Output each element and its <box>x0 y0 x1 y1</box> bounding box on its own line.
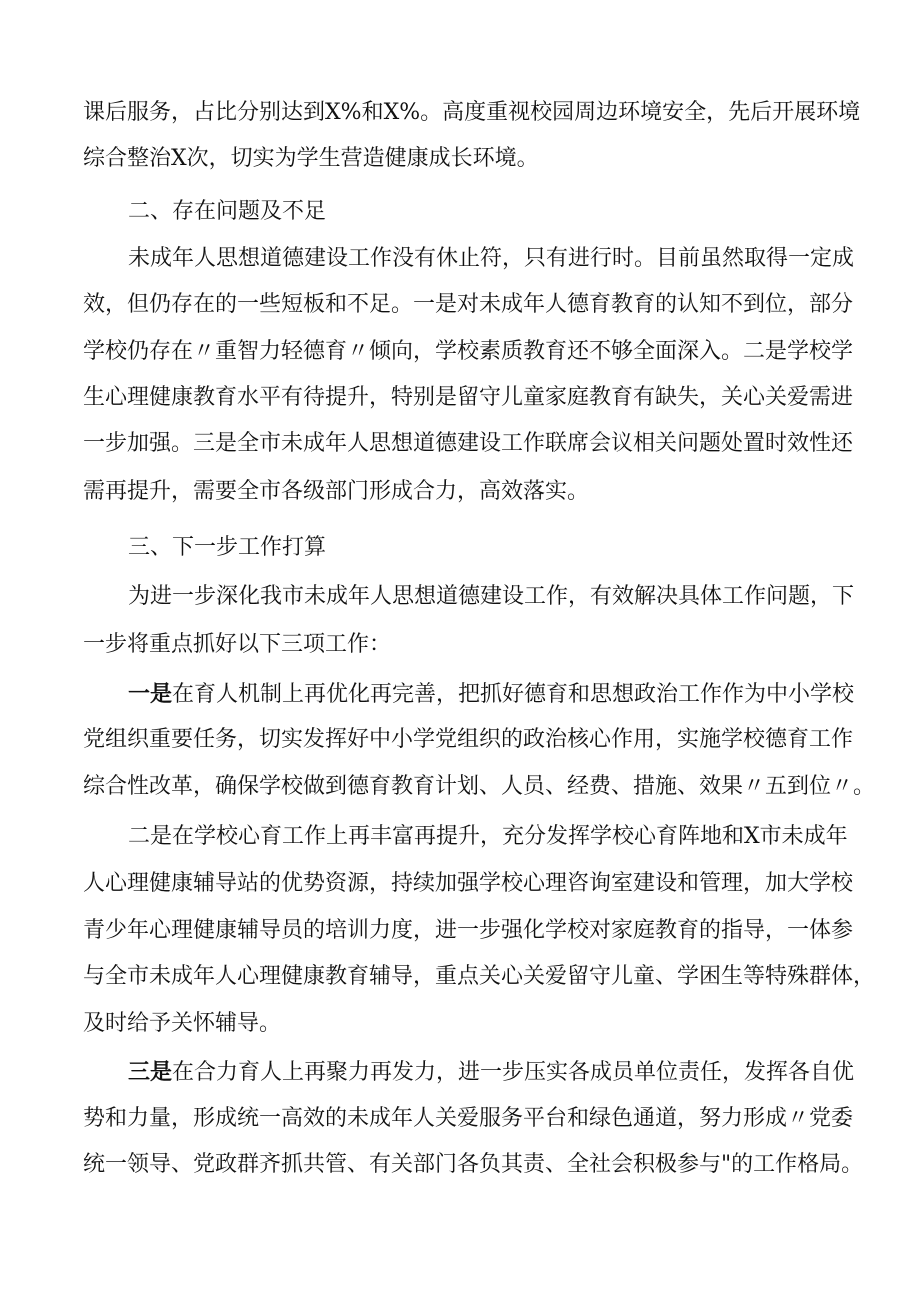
paragraph-line: 为进一步深化我市未成年人思想道德建设工作，有效解决具体工作问题，下 <box>128 584 855 609</box>
paragraph-line: 效，但仍存在的一些短板和不足。一是对未成年人德育教育的认知不到位，部分 <box>83 292 854 317</box>
paragraph-line <box>128 679 854 710</box>
paragraph-line: 课后服务，占比分别达到X%和X%。高度重视校园周边环境安全，先后开展环境 <box>83 100 861 125</box>
paragraph-line: 统一领导、党政群齐抓共管、有关部门各负其责、全社会积极参与"的工作格局。 <box>83 1152 864 1177</box>
paragraph-line: 人心理健康辅导站的优势资源，持续加强学校心理咨询室建设和管理，加大学校 <box>83 871 854 896</box>
paragraph-line <box>128 1057 854 1088</box>
paragraph-line: 青少年心理健康辅导员的培训力度，进一步强化学校对家庭教育的指导，一体参 <box>83 918 854 943</box>
item-text: 在合力育人上再聚力再发力，进一步压实各成员单位责任，发挥各自优 <box>172 1060 855 1085</box>
paragraph-line: 及时给予关怀辅导。 <box>83 1011 282 1036</box>
paragraph-line: 生心理健康教育水平有待提升，特别是留守儿童家庭教育有缺失，关心关爱需进 <box>83 385 854 410</box>
paragraph-line: 一步将重点抓好以下三项工作： <box>83 632 392 657</box>
paragraph-line: 势和力量，形成统一高效的未成年人关爱服务平台和绿色通道，努力形成〃党委 <box>83 1106 854 1131</box>
section-heading: 二、存在问题及不足 <box>128 199 327 224</box>
paragraph-line: 综合性改革，确保学校做到德育教育计划、人员、经费、措施、效果〃五到位〃。 <box>83 774 876 799</box>
paragraph-line: 党组织重要任务，切实发挥好中小学党组织的政治核心作用，实施学校德育工作 <box>83 727 854 752</box>
paragraph-line: 综合整治X次，切实为学生营造健康成长环境。 <box>83 146 539 171</box>
paragraph-line: 需再提升，需要全市各级部门形成合力，高效落实。 <box>83 479 590 504</box>
paragraph-line: 未成年人思想道德建设工作没有休止符，只有进行时。目前虽然取得一定成 <box>128 246 855 271</box>
paragraph-line: 与全市未成年人心理健康教育辅导，重点关心关爱留守儿童、学困生等特殊群体， <box>83 964 876 989</box>
item-lead-bold: 一是 <box>128 681 173 707</box>
paragraph-line: 一步加强。三是全市未成年人思想道德建设工作联席会议相关问题处置时效性还 <box>83 431 854 456</box>
paragraph-line: 二是在学校心育工作上再丰富再提升，充分发挥学校心育阵地和X市未成年 <box>128 824 848 849</box>
paragraph-line: 学校仍存在〃重智力轻德育〃倾向，学校素质教育还不够全面深入。二是学校学 <box>83 339 854 364</box>
section-heading: 三、下一步工作打算 <box>128 535 327 560</box>
item-lead-bold: 三是 <box>128 1059 173 1085</box>
item-text: 在育人机制上再优化再完善，把抓好德育和思想政治工作作为中小学校 <box>172 682 855 707</box>
